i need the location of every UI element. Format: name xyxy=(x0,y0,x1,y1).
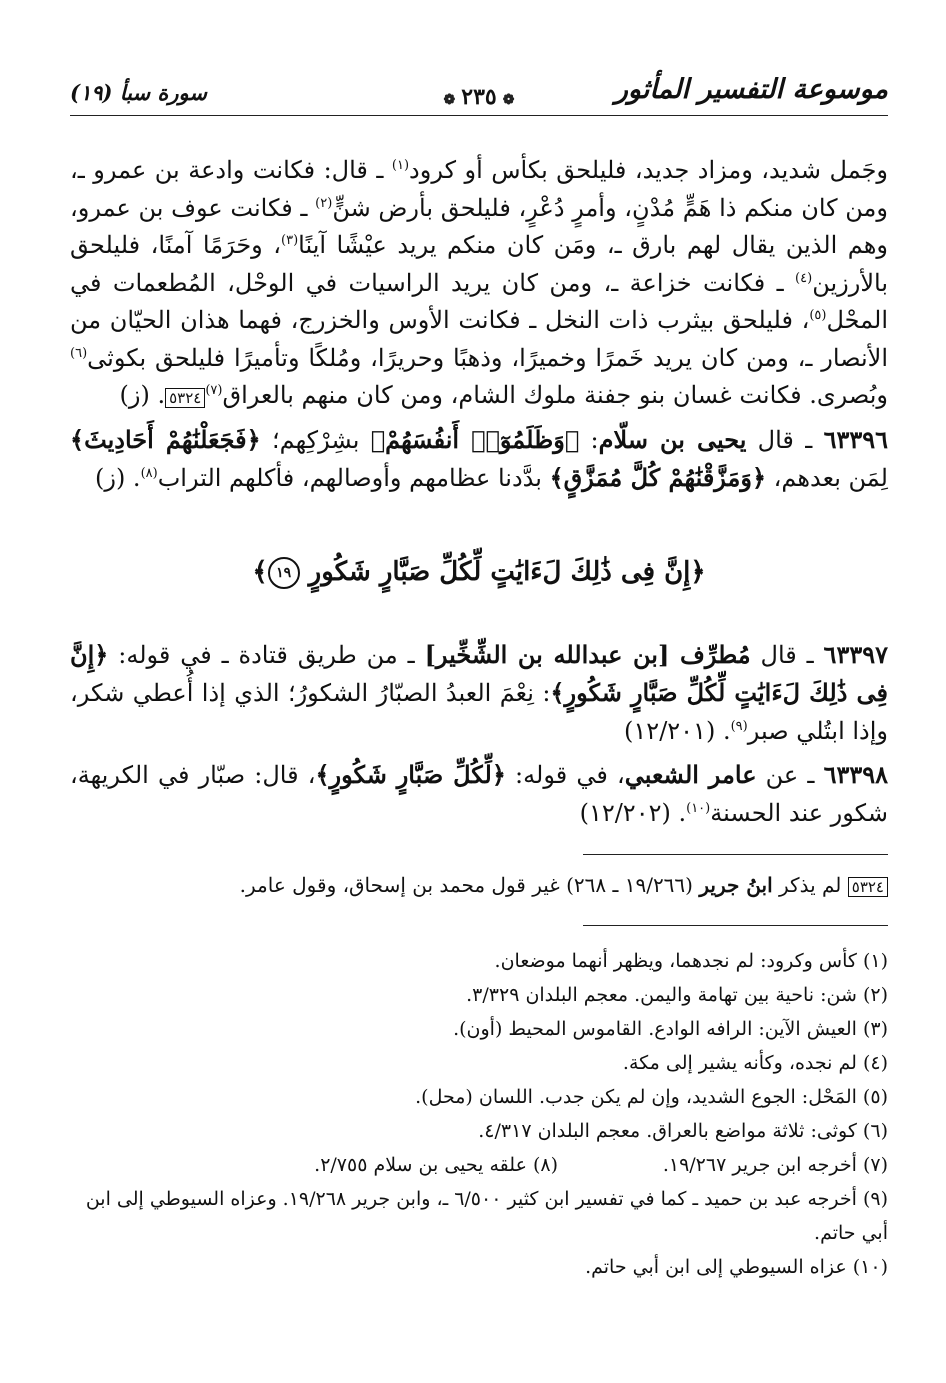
footnote-ref: (٧) xyxy=(205,383,223,398)
quran-quote: ﴿إِنَّ فِى ذَٰلِكَ لَءَايَٰتٍ لِّكُلِّ صَبَّارٍ شَكُورٍ﴾ xyxy=(70,639,888,707)
footnote: (٤) لم نجده، وكأنه يشير إلى مكة. xyxy=(622,1052,888,1074)
note-divider xyxy=(583,854,888,855)
footnote: (١) كأس وكرود: لم نجدهما، ويظهر أنهما موضعان. xyxy=(494,950,888,972)
text: ـ فكانت خزاعة ـ، ومن كان يريد الراسيات في الوحْل، المُطعمات في المحْل xyxy=(70,268,888,334)
text: ، فليلحق بيثرب ذات النخل ـ فكانت الأوس والخزرج، فهما هذان الحيّان من الأنصار ـ، ومن كان يريد خَمرًا وخميرًا، وذهبًا وحريرًا، ومُلكًا وتأميرًا فليلحق بكوثى xyxy=(70,306,888,372)
text: ـ من طريق قتادة ـ في قوله: xyxy=(108,640,425,669)
footnote-ref: (٢) xyxy=(315,195,333,211)
narration-number: ٦٣٣٩٧ xyxy=(823,639,888,669)
footnote: (٧) أخرجه ابن جرير ١٩/٢٦٧. xyxy=(662,1154,888,1176)
footnote-ref: (٩) xyxy=(730,718,748,734)
footnote: (٣) العيش الآين: الرافه الوادع. القاموس المحيط (أون). xyxy=(453,1018,888,1040)
quran-quote: ﴿وَظَلَمُوٓا۟ أَنفُسَهُمْ﴾ xyxy=(370,424,580,454)
footnote-ref: (١٠) xyxy=(686,800,711,816)
narration-63397 xyxy=(70,636,888,751)
text: . (١٢/٢٠٢) xyxy=(579,798,687,827)
footnote: (٩) أخرجه عبد بن حميد ـ كما في تفسير ابن كثير ٦/٥٠٠ ـ، وابن جرير ١٩/٢٦٨. وعزاه السيوطي إلى ابن أبي حاتم. xyxy=(85,1188,888,1244)
footnote: (٥) المَحْل: الجوع الشديد، وإن لم يكن جدب. اللسان (محل). xyxy=(415,1086,888,1108)
footnote-divider xyxy=(583,925,888,926)
footnotes xyxy=(70,944,888,1284)
text: وبُصرى. فكانت غسان بنو جفنة ملوك الشام، ومن كان منهم بالعراق xyxy=(222,381,888,409)
footnote: (٦) كوثى: ثلاثة مواضع بالعراق. معجم البلدان ٤/٣١٧. xyxy=(478,1120,888,1142)
ayah-text: ﴿إِنَّ فِى ذَٰلِكَ لَءَايَٰتٍ لِّكُلِّ صَبَّارٍ شَكُورٍ xyxy=(308,556,706,587)
footnote-ref: (٣) xyxy=(281,233,299,248)
ayah-heading xyxy=(70,552,888,592)
footnote-row xyxy=(70,1148,888,1182)
surah-title: سورة سبأ (١٩) xyxy=(70,80,207,105)
text: . (١٢/٢٠١) xyxy=(624,716,731,745)
footnote-ref: (٨) xyxy=(140,466,158,481)
scholar-name: ابنُ جرير xyxy=(699,873,773,897)
book-title: موسوعة التفسير المأثور xyxy=(614,74,888,105)
ornament-icon: ❁ xyxy=(502,92,515,108)
text: ـ فكانت عوف بن عمرو، وهم الذين يقال لهم بارق ـ، ومَن كان منكم يريد عيْشًا آينًا xyxy=(70,193,888,259)
commentary-note xyxy=(70,869,888,901)
text: ـ قال xyxy=(750,640,824,669)
page-number: ٢٣٥ xyxy=(461,84,497,110)
text: . (ز) xyxy=(119,381,166,409)
text: : نِعْمَ العبدُ الصبّارُ الشكورُ؛ الذي إذا أُعطي شكر، وإذا ابتُلي صبر xyxy=(70,679,888,745)
text: لم يذكر xyxy=(772,873,848,897)
narration-number: ٦٣٣٩٦ xyxy=(823,424,889,454)
quran-quote: ﴿لِّكُلِّ صَبَّارٍ شَكُورٍ﴾ xyxy=(315,760,506,789)
running-header xyxy=(70,70,888,120)
footnote: (٨) علقه يحيى بن سلام ٢/٧٥٥. xyxy=(314,1154,558,1176)
text: ، في قوله: xyxy=(505,761,625,789)
footnote-ref: (٦) xyxy=(70,345,88,361)
footnote-ref: (٥) xyxy=(809,308,827,323)
ornament-icon: ❁ xyxy=(443,92,456,108)
text: وجَمل شديد، ومزاد جديد، فليلحق بكأس أو كرود xyxy=(409,156,888,184)
text: ـ قال: فكانت وادعة بن عمرو ـ، ومن كان منكم ذا هَمٍّ مُدْنٍ، وأمرٍ دُعْرٍ، فليلحق بأرض شنٍّ xyxy=(70,156,889,222)
narration-number: ٦٣٣٩٨ xyxy=(823,760,889,789)
text: بدَّدنا عظامهم وأوصالهم، فأكلهم التراب xyxy=(157,464,550,492)
footnote: (١٠) عزاه السيوطي إلى ابن أبي حاتم. xyxy=(585,1256,888,1278)
narration-63396 xyxy=(70,421,888,498)
ayah-bracket: ﴾ xyxy=(252,556,268,587)
text: لِمَن بعدهم، xyxy=(766,464,888,492)
commentary-ref-box: ٥٣٢٤ xyxy=(848,877,888,897)
text: (١٩/٢٦٦ ـ ٢٦٨) غير قول محمد بن إسحاق، وقول عامر. xyxy=(239,873,700,897)
quran-quote: ﴿وَمَزَّقْنَٰهُمْ كُلَّ مُمَزَّقٍ﴾ xyxy=(549,463,767,492)
quran-quote: ﴿فَجَعَلْنَٰهُمْ أَحَادِيثَ﴾ xyxy=(70,424,261,454)
paragraph-continued xyxy=(70,152,888,415)
narrator-name: يحيى بن سلّام xyxy=(598,424,747,454)
main-text xyxy=(70,152,888,1284)
text: بشِرْكِهم؛ xyxy=(260,425,371,454)
text: ـ قال xyxy=(746,425,824,454)
text: ، وحَرَمًا آمنًا، فليلحق بالأرزين xyxy=(70,231,888,297)
footnote: (٢) شن: ناحية بين تهامة واليمن. معجم البلدان ٣/٣٢٩. xyxy=(466,984,888,1006)
text: . (ز) xyxy=(94,464,141,492)
narrator-name: مُطرِّف [بن عبدالله بن الشِّخِّير] xyxy=(424,639,751,669)
ayah-number-icon: ١٩ xyxy=(268,557,300,589)
narration-63398 xyxy=(70,756,888,832)
text: ، قال: صبّار في الكريهة، شكور عند الحسنة xyxy=(70,761,888,827)
header-divider xyxy=(70,115,888,116)
footnote-ref: (١) xyxy=(391,158,410,173)
footnote-ref: (٤) xyxy=(795,270,813,286)
text: ـ عن xyxy=(756,761,824,789)
commentary-ref-box: ٥٣٢٤ xyxy=(165,388,205,408)
narrator-name: عامر الشعبي xyxy=(624,760,757,789)
text: : xyxy=(579,425,599,454)
